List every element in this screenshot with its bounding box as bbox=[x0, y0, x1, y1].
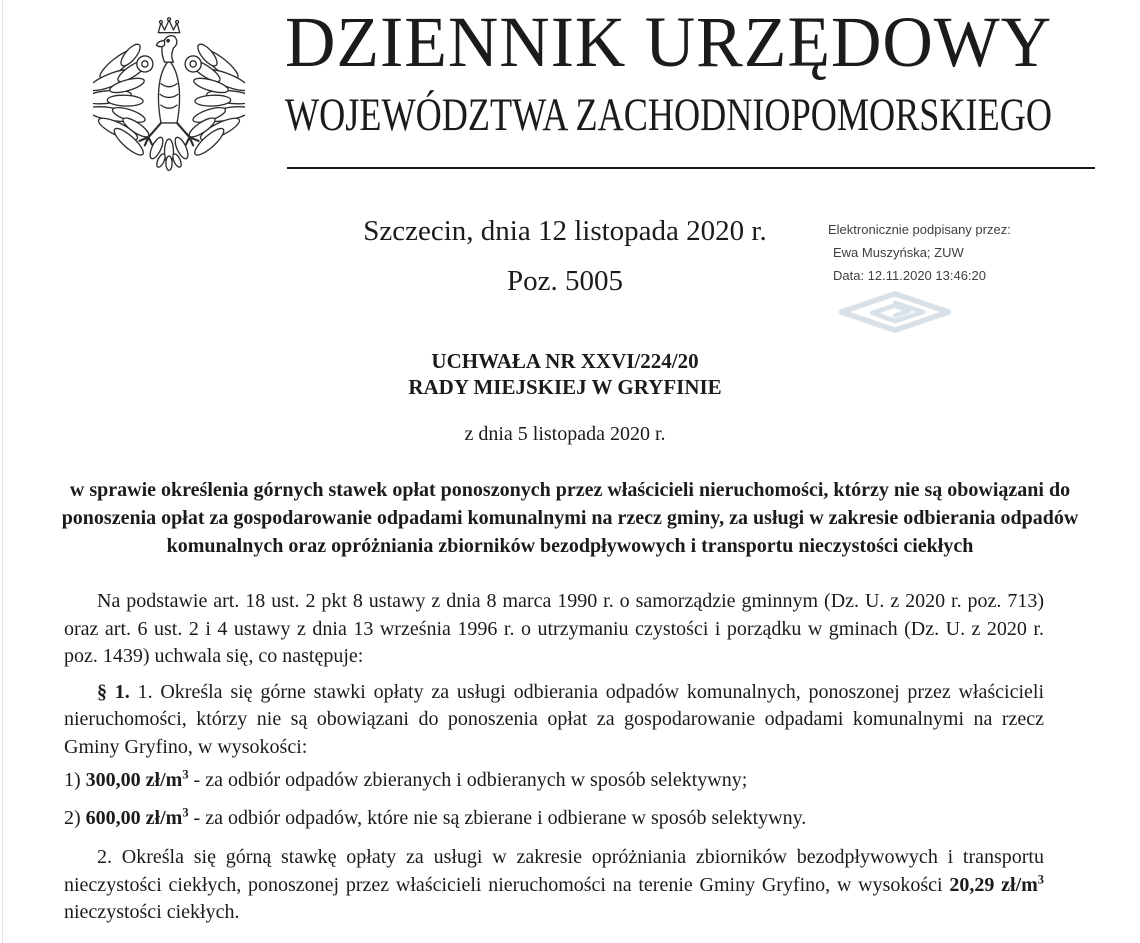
list-item bbox=[64, 767, 1044, 795]
place-date-line: Szczecin, dnia 12 listopada 2020 r. bbox=[363, 215, 767, 247]
list-item-marker: 2) bbox=[64, 806, 86, 829]
masthead-rule bbox=[287, 167, 1095, 169]
act-subject: w sprawie określenia górnych stawek opłat ponoszonych przez właścicieli nieruchomości, którzy nie są obowiązani do ponoszenia opłat za gospodarowanie odpadami komunalnymi na rzecz gminy, za usługi w zakresie odbierania odpadów komunalnych oraz opróżniania zbiorników bezodpływowych i transportu nieczystości ciekłych bbox=[61, 479, 1079, 557]
paragraph-1 bbox=[64, 679, 1044, 762]
rate-value: 600,00 $zł/m^3$ bbox=[85, 804, 189, 829]
esignature-diamond-icon bbox=[836, 290, 954, 334]
cubic-meter-sup: 3 bbox=[182, 767, 189, 782]
list-item bbox=[64, 805, 1044, 833]
list-item-text: - za odbiór odpadów zbieranych i odbieranych w sposób selektywny; bbox=[188, 769, 748, 791]
paragraph-1-text: 1. Określa się górne stawki opłaty za usługi odbierania odpadów komunalnych, ponoszonej przez właścicieli nieruchomości, którzy nie są obowiązani do ponoszenia opłat za gospodarowanie odpadami komunalnymi na rzecz Gminy Gryfino, w wysokości: bbox=[64, 680, 1044, 758]
esignature-line-1: Elektronicznie podpisany przez: bbox=[828, 222, 1011, 237]
page-edge-line bbox=[2, 0, 3, 943]
list-item-marker: 1) bbox=[64, 769, 86, 791]
esignature-date: Data: 12.11.2020 13:46:20 bbox=[833, 268, 986, 283]
esignature-signer: Ewa Muszyńska; ZUW bbox=[833, 245, 964, 260]
position-number: Poz. 5005 bbox=[507, 265, 623, 297]
list-item-text: - za odbiór odpadów, które nie są zbierane i odbierane w sposób selektywny. bbox=[188, 806, 807, 829]
gazette-title: DZIENNIK URZĘDOWY bbox=[285, 2, 1053, 82]
rate-value: 300,00 $zł/m^3$ bbox=[85, 767, 189, 791]
act-body bbox=[64, 588, 1044, 927]
act-heading bbox=[60, 348, 1070, 400]
masthead-text bbox=[285, 4, 1140, 169]
rate-value: 20,29 $zł/m^3$ bbox=[949, 871, 1044, 896]
paragraph-2-text: 2. Określa się górną stawkę opłaty za usługi w zakresie opróżniania zbiorników bezodpływowych i transportu nieczystości ciekłych, ponoszonej przez właścicieli nieruchomości na terenie Gminy Gryfino, w wysokości bbox=[64, 846, 1044, 896]
section-marker: § 1. bbox=[97, 680, 138, 703]
preamble-paragraph: Na podstawie art. 18 ust. 2 pkt 8 ustawy z dnia 8 marca 1990 r. o samorządzie gminnym (Dz. U. z 2020 r. poz. 713) oraz art. 6 ust. 2 i 4 ustawy z dnia 13 września 1996 r. o utrzymaniu czystości i porządku w gminach (Dz. U. z 2020 r. poz. 1439) uchwala się, co następuje: bbox=[64, 590, 1044, 667]
masthead bbox=[0, 0, 1140, 174]
act-number: UCHWAŁA NR XXVI/224/20 bbox=[431, 349, 699, 373]
cubic-meter-sup: 3 bbox=[1037, 871, 1044, 886]
esignature-block bbox=[828, 218, 1078, 334]
act-issuer: RADY MIEJSKIEJ W GRYFINIE bbox=[408, 375, 722, 399]
polish-eagle-icon bbox=[93, 4, 245, 174]
polish-eagle-emblem bbox=[93, 4, 245, 174]
cubic-meter-sup: 3 bbox=[182, 804, 189, 819]
act-date: z dnia 5 listopada 2020 r. bbox=[464, 423, 666, 445]
paragraph-2 bbox=[64, 844, 1044, 927]
paragraph-2-suffix: nieczystości ciekłych. bbox=[64, 901, 240, 923]
gazette-subtitle: WOJEWÓDZTWA ZACHODNIOPOMORSKIEGO bbox=[285, 89, 1052, 142]
